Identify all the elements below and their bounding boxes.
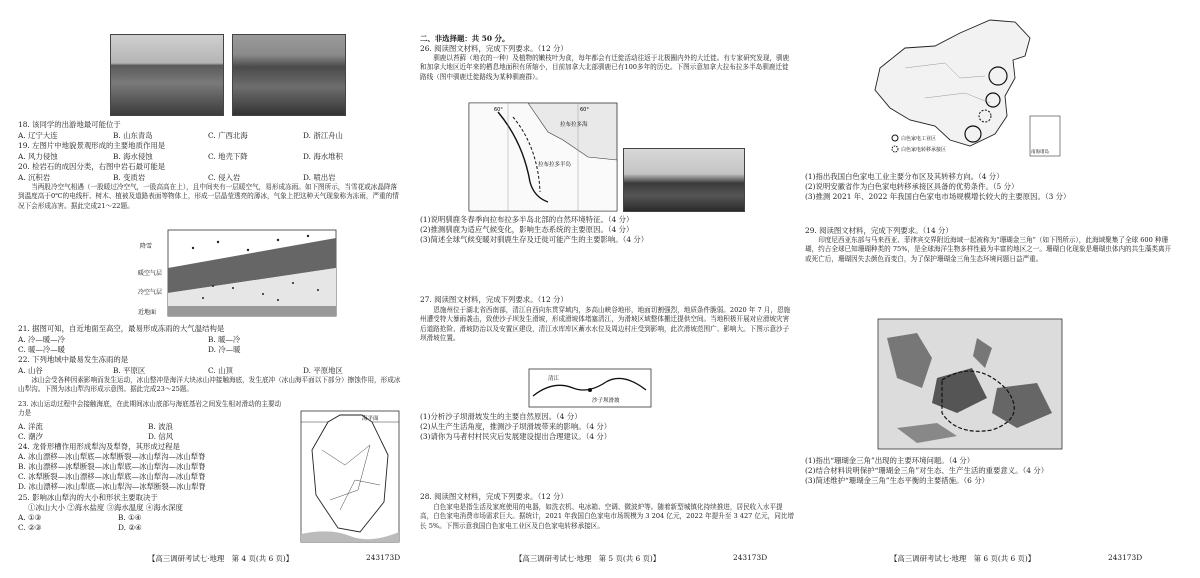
passage-freezing-rain: 当两股冷空气相遇（一股暖过冷空气，一股高高在上），且中间夹有一层暖空气，易形成冻雨。如下图所示，当雪花或冰晶降落到温度高于0℃的电线杆、树木、植被及道路表面等物体上，形成一层晶莹透亮的薄冰，气象上把这种天气现象称为冻雨，严重的情况下会形成冻害。据此完成21～22题。: [18, 183, 399, 210]
option[interactable]: D. 海水堆积: [303, 152, 343, 161]
q18-stem: 18. 该同学的出游地最可能位于: [18, 120, 121, 129]
freezing-rain-diagram: [138, 228, 338, 320]
label-landslide-site: 沙子坝滑坡: [592, 398, 620, 404]
q25-options-row1: [18, 513, 218, 522]
page-6: [805, 0, 1185, 578]
coral-triangle-map: [877, 318, 1063, 450]
page-5: [420, 0, 800, 578]
option[interactable]: A. 洋流: [18, 422, 43, 431]
option[interactable]: C. 侵入岩: [208, 173, 241, 182]
option[interactable]: B. ①④: [118, 513, 142, 522]
page-footer: [515, 553, 768, 564]
label-cold-layer: 冷空气层: [138, 289, 163, 296]
option[interactable]: C. 地壳下降: [208, 152, 248, 161]
page-footer: [890, 553, 1143, 564]
option[interactable]: A. 风力侵蚀: [18, 152, 58, 161]
q29-sub: (3)简述维护“珊瑚金三角”生态平衡的主要措施。（6 分）: [805, 476, 989, 485]
q29-sub: (2)结合材料说明保护“珊瑚金三角”对生态、生产生活的重要意义。（4 分）: [805, 466, 1049, 475]
q23-stem: 23. 冰山运动过程中会接触海底，在此期间冰山底部与海底基岩之间发生相对滑动的主要动力是: [18, 400, 282, 418]
option[interactable]: B. 变质岩: [113, 173, 146, 182]
option[interactable]: A. 冷—暖—冷: [18, 335, 65, 344]
label-snow: 降雪: [140, 243, 153, 250]
q26-sub: (1)说明驯鹿冬春季向拉布拉多半岛北部的自然环境特征。（4 分）: [420, 215, 634, 224]
footer-title: 【高三调研考试七·地理 第 5 页(共 6 页)】: [515, 554, 661, 563]
option[interactable]: A. ①③: [18, 513, 42, 522]
option[interactable]: D. 冰山漂移—冰山犁底—冰山犁沟—冰犁断裂—冰山犁脊: [18, 482, 206, 491]
q19-stem: 19. 左图片中地貌景观形成的主要地质作用是: [18, 141, 166, 150]
label-labrador: 拉布拉多半岛: [538, 162, 572, 168]
q27-heading: 27. 阅读图文材料，完成下列要求。（12 分）: [420, 295, 568, 304]
page-4: [18, 0, 401, 578]
option[interactable]: C. 山顶: [208, 366, 233, 375]
labrador-map: [468, 102, 618, 212]
reindeer-photo: [623, 148, 745, 212]
q28-sub: (2)说明安徽省作为白色家电转移承接区具备的优势条件。（5 分）: [805, 182, 1019, 191]
paper-code: 243173D: [366, 553, 401, 562]
q26-sub: (2)推测驯鹿为适应气候变化，影响生态系统的主要原因。（4 分）: [420, 225, 634, 234]
q27-sub: (2)从生产生活角度，推测沙子坝滑坡带来的影响。（4 分）: [420, 422, 612, 431]
option[interactable]: D. ②④: [118, 523, 142, 532]
option[interactable]: B. 波浪: [148, 422, 173, 431]
lon-label: 60°: [580, 107, 589, 113]
q20-stem: 20. 检岩石的成因分类，右图中岩石最可能是: [18, 162, 166, 171]
q18-options: [18, 130, 393, 141]
option[interactable]: D. 冷—暖: [208, 345, 241, 354]
option[interactable]: B. 山东青岛: [113, 131, 153, 140]
q28-heading: 28. 阅读图文材料，完成下列要求。（12 分）: [420, 492, 568, 501]
option[interactable]: C. ②③: [18, 523, 42, 532]
label-sea-level: 海平面: [362, 416, 379, 422]
option[interactable]: A. 山谷: [18, 366, 43, 375]
q25-stem: 25. 影响冰山犁沟的大小和形状主要取决于: [18, 493, 158, 502]
q28-sub: (1)指出我国白色家电工业主要分布区及其转移方向。（4 分）: [805, 172, 1004, 181]
q26-heading: 26. 阅读图文材料，完成下列要求。（12 分）: [420, 44, 568, 53]
q23-options-row2: [18, 431, 248, 442]
q22-stem: 22. 下列地域中最易发生冻雨的是: [18, 355, 129, 364]
paper-code: 243173D: [1108, 553, 1143, 562]
passage-reindeer: 驯鹿以苔藓（地衣的一种）及植物的嫩枝叶为食，每年都会有迁徙活动往返于北极圈内外的大迁徙。有专家研究发现，驯鹿和加拿大地区近年来的栖息地面积有所缩小，目前加拿大北部驯鹿已有100多年的历史。下图示意加拿大拉布拉多半岛驯鹿迁徙路线（图中驯鹿迁徙路线为某种驯鹿群）。: [420, 54, 790, 81]
label-ground: 近地面: [138, 309, 157, 316]
iceberg-diagram: [300, 410, 400, 543]
q20-options: [18, 172, 393, 183]
page-footer: [148, 553, 401, 564]
option[interactable]: D. 平原地区: [303, 366, 343, 375]
footer-title: 【高三调研考试七·地理 第 6 页(共 6 页)】: [890, 554, 1036, 563]
q25-options-row2: [18, 523, 218, 532]
option[interactable]: B. 海水侵蚀: [113, 152, 153, 161]
passage-appliances: 白色家电是指生活及家庭使用的电器，如洗衣机、电冰箱、空调、微波炉等。随着新型城镇化持续推进，居民收入水平提高，白色家电消费市场需求巨大。据统计，2021 年我国白色家电市场规模为 3 204 亿元，2022 年提升至 3 427 亿元，同比增长 5%。下图示意我国白色家电工业区及白色家电转移承接区。: [420, 503, 795, 530]
q22-options: [18, 365, 393, 376]
option[interactable]: C. 广西北海: [208, 131, 248, 140]
q21-options-row2: [18, 344, 328, 355]
q29-heading: 29. 阅读图文材料，完成下列要求。（14 分）: [805, 226, 953, 235]
q27-sub: (3)请你为马者村村民灾后发展建设提出合理建议。（4 分）: [420, 432, 612, 441]
passage-landslide: 恩施州位于湖北省西南部，清江自西向东贯穿域内，多高山峡谷地形，地面切割强烈，地质条件脆弱。2020 年 7 月，恩施州遭受特大暴雨袭击，致使沙子坝发生滑坡，形成滑坡体堵塞清江，为滑坡区域整体搬迁提供空间。当地积极开展对应滑坡灾害后道路抢险、滑坡防治以及安置区建设，清江水库库区蓄水水位及周边村庄受到影响，此次滑坡范围广、影响大。下图示意沙子坝滑坡位置。: [420, 306, 791, 343]
option[interactable]: B. 暖—冷: [208, 335, 241, 344]
paper-code: 243173D: [733, 553, 768, 562]
q28-sub: (3)推测 2021 年、2022 年我国白色家电市场规模增长较大的主要原因。（3 分）: [805, 192, 1071, 201]
legend-transfer-zone: 白色家电转移承接区: [901, 147, 947, 153]
coast-photo-right: [232, 34, 346, 116]
passage-coral: 印度尼西亚东部与马来西亚、菲律宾交界附近海域一起被称为“珊瑚金三角”（如下图所示），此海域聚集了全球 600 种珊瑚，约占全球已知珊瑚种类的 75%，是全球海洋生物多样性最为丰富的地区之一。珊瑚白化现象是珊瑚虫体内的共生藻类离开或死亡后，珊瑚因失去颜色而变白，为了保护珊瑚金三角生态环境问题日益严重。: [805, 236, 1172, 263]
q27-sub: (1)分析沙子坝滑坡发生的主要自然原因。（4 分）: [420, 412, 582, 421]
q29-sub: (1)指出“珊瑚金三角”出现的主要环境问题。（4 分）: [805, 456, 975, 465]
q19-options: [18, 151, 393, 162]
q24-stem: 24. 龙骨形槽作用形成犁沟及犁脊，其形成过程是: [18, 442, 180, 451]
option[interactable]: D. 喷出岩: [303, 173, 336, 182]
lon-label: 60°: [494, 107, 503, 113]
landslide-map: [528, 368, 652, 408]
china-map: [865, 8, 1070, 166]
label-river: 清江: [548, 376, 560, 382]
q26-sub: (3)简述全球气候变暖对驯鹿生存及迁徙可能产生的主要影响。（4 分）: [420, 235, 649, 244]
option[interactable]: C. 冰犁断裂—冰山漂移—冰山犁底—冰山犁沟—冰山犁脊: [18, 472, 206, 481]
passage-iceberg: 冰山会受各种因素影响而发生运动，冰山整冲是海洋大块冰山冲接触海底，发生底冲（冰山海平面以下部分）擦蚀作用，形成冰山犁沟。下图为冰山犁沟形成示意图。据此完成23～25题。: [18, 376, 401, 394]
coast-photo-left: [110, 34, 224, 116]
label-south-sea: 南海诸岛: [1031, 150, 1049, 155]
q21-stem: 21. 据图可知，自近地面至高空，最易形成冻雨的大气温结构是: [18, 324, 225, 333]
option[interactable]: D. 浙江舟山: [303, 131, 343, 140]
footer-title: 【高三调研考试七·地理 第 4 页(共 6 页)】: [148, 554, 294, 563]
option[interactable]: A. 冰山漂移—冰山犁底—冰犁断裂—冰山犁沟—冰山犁脊: [18, 452, 206, 461]
legend-industry-zone: 白色家电工业区: [901, 136, 937, 142]
option[interactable]: A. 沉积岩: [18, 173, 51, 182]
option[interactable]: B. 冰山漂移—冰犁断裂—冰山犁底—冰山犁沟—冰山犁脊: [18, 462, 206, 471]
option[interactable]: D. 信风: [148, 432, 174, 441]
option[interactable]: C. 潮汐: [18, 432, 43, 441]
q25-statements: ①冰山大小 ②海水盐度 ③海水温度 ④海水深度: [28, 503, 183, 512]
label-warm-layer: 暖空气层: [138, 270, 163, 277]
option[interactable]: A. 辽宁大连: [18, 131, 58, 140]
option[interactable]: B. 平原区: [113, 366, 146, 375]
label-labrador-sea: 拉布拉多海: [560, 122, 588, 128]
option[interactable]: C. 暖—冷—暖: [18, 345, 66, 354]
section-heading: 二、非选择题：共 50 分。: [420, 34, 510, 43]
